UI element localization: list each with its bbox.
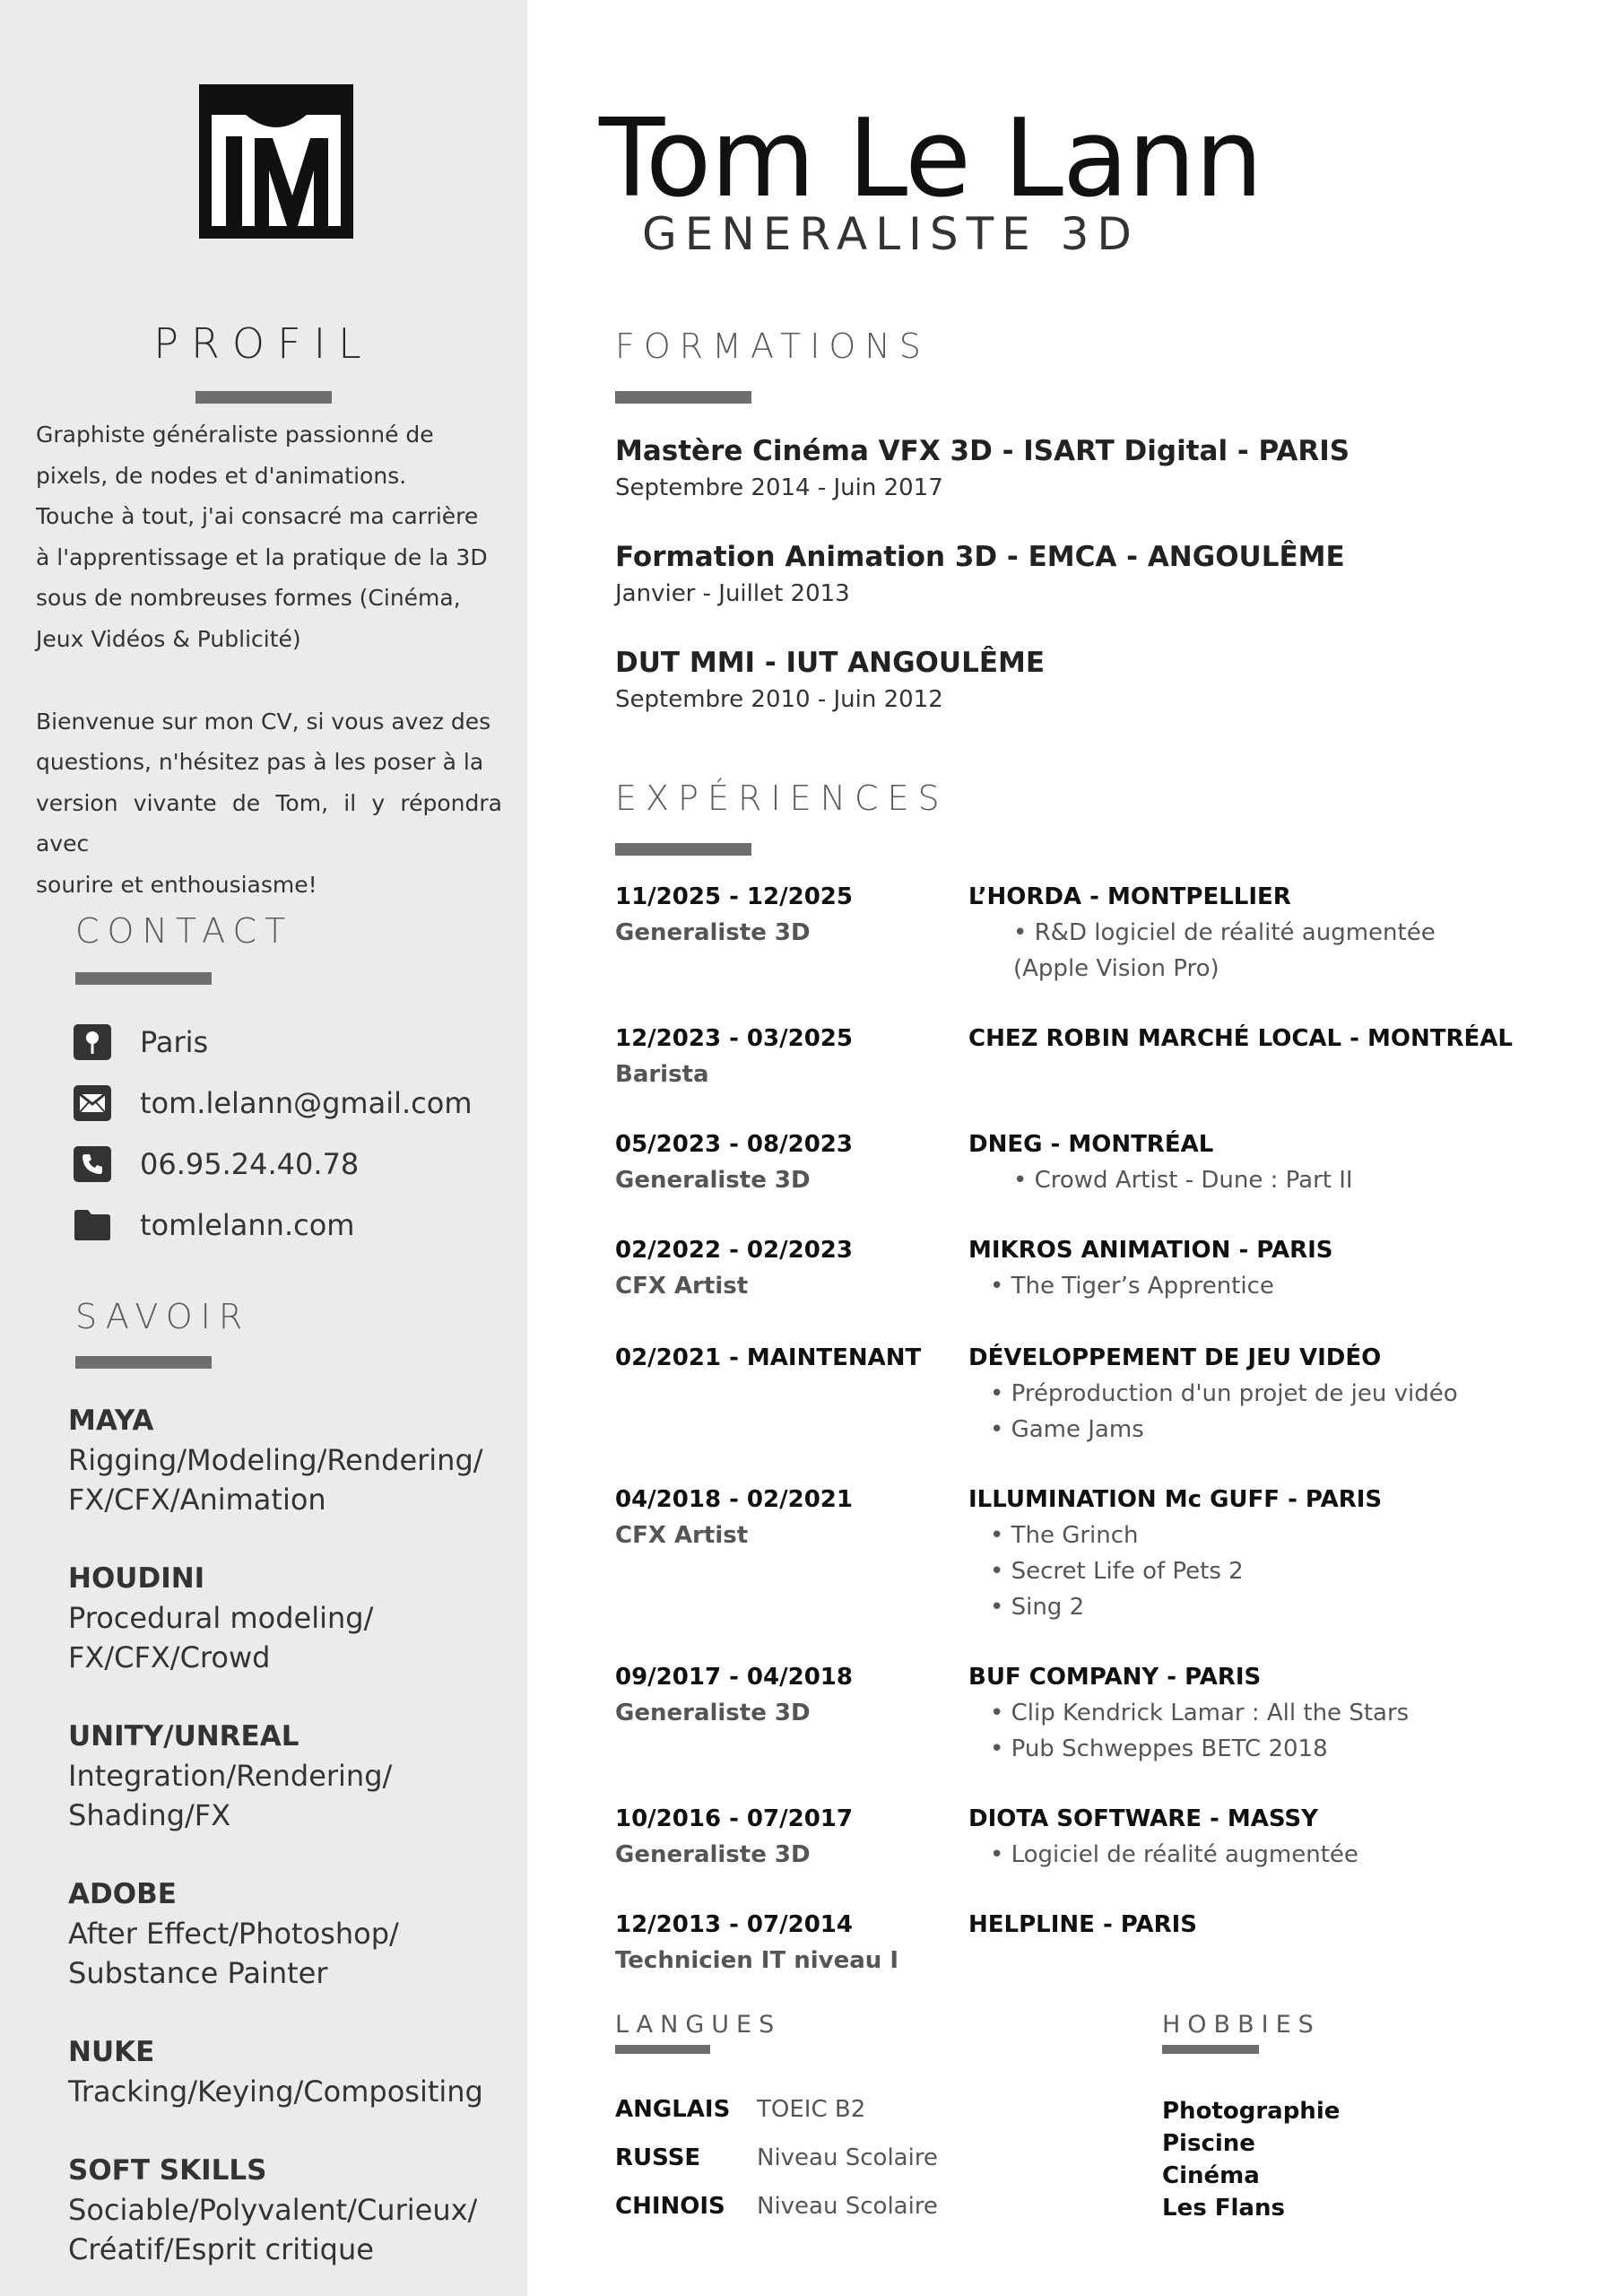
skill-name: NUKE [68,2036,155,2068]
exp-date: 09/2017 - 04/2018 [615,1664,853,1691]
exp-role: Generaliste 3D [615,919,811,946]
exp-role: Generaliste 3D [615,1167,811,1194]
exp-bullet: • Clip Kendrick Lamar : All the Stars [990,1700,1410,1726]
exp-bullet: • The Tiger’s Apprentice [990,1273,1274,1300]
skill-desc: FX/CFX/Animation [68,1483,326,1517]
skill-desc: Procedural modeling/ [68,1601,374,1635]
exp-company: HELPLINE - PARIS [968,1911,1198,1938]
skill-desc: Shading/FX [68,1798,231,1832]
profil-text [36,414,502,906]
formation-date: Septembre 2014 - Juin 2017 [615,474,943,501]
skill-desc: Tracking/Keying/Compositing [68,2074,483,2109]
exp-company: BUF COMPANY - PARIS [968,1664,1262,1691]
profil-line: Bienvenue sur mon CV, si vous avez des [36,708,491,735]
lang-name: ANGLAIS [615,2096,731,2123]
exp-bullet: • Préproduction d'un projet de jeu vidéo [990,1380,1458,1407]
formations-underline [615,391,751,404]
skill-desc: Substance Painter [68,1956,328,1990]
tm-logo [199,84,353,239]
exp-bullet: • Pub Schweppes BETC 2018 [990,1735,1328,1762]
formation-item [615,644,1601,718]
exp-bullet: • Logiciel de réalité augmentée [990,1841,1358,1868]
skill-desc: FX/CFX/Crowd [68,1640,271,1674]
contact-email-text[interactable]: tom.lelann@gmail.com [140,1086,473,1120]
hobbies-underline [1162,2045,1259,2054]
profil-line: sourire et enthousiasme! [36,871,317,898]
lang-level: TOEIC B2 [757,2096,866,2123]
contact-email[interactable] [74,1085,473,1121]
formation-item [615,432,1601,506]
exp-bullet: • The Grinch [990,1522,1139,1549]
location-pin-icon [74,1024,111,1060]
skill-desc: After Effect/Photoshop/ [68,1917,399,1951]
exp-role: Barista [615,1061,709,1088]
savoir-heading: SAVOIR [75,1297,251,1336]
exp-company: L’HORDA - MONTPELLIER [968,883,1291,910]
profil-line: version vivante de Tom, il y répondra avec [36,789,502,857]
skill-adobe [68,1874,516,1993]
exp-company: MIKROS ANIMATION - PARIS [968,1237,1333,1264]
skill-desc: Créatif/Esprit critique [68,2232,374,2266]
lang-name: CHINOIS [615,2193,725,2220]
phone-icon [74,1146,111,1182]
exp-date: 05/2023 - 08/2023 [615,1131,853,1158]
exp-date: 02/2022 - 02/2023 [615,1237,853,1264]
skill-name: ADOBE [68,1878,177,1910]
contact-heading: CONTACT [75,911,294,951]
exp-bullet: (Apple Vision Pro) [1013,955,1219,982]
skill-desc: Sociable/Polyvalent/Curieux/ [68,2193,478,2227]
langues-underline [615,2045,710,2054]
profil-line: pixels, de nodes et d'animations. [36,462,407,489]
savoir-underline [75,1356,212,1369]
exp-company: DNEG - MONTRÉAL [968,1131,1214,1158]
folder-icon [74,1207,111,1243]
profil-line: Touche à tout, j'ai consacré ma carrière [36,503,479,530]
formation-title: Mastère Cinéma VFX 3D - ISART Digital - PARIS [615,435,1350,467]
profil-line: Graphiste généraliste passionné de [36,422,434,448]
langues-heading: LANGUES [615,2011,782,2039]
exp-date: 02/2021 - MAINTENANT [615,1344,922,1371]
exp-role: Technicien IT niveau I [615,1947,899,1974]
job-title: GENERALISTE 3D [642,208,1140,260]
contact-underline [75,972,212,985]
skill-maya [68,1401,516,1519]
sidebar [0,0,527,2296]
skill-desc: Integration/Rendering/ [68,1759,393,1793]
skill-houdini [68,1559,516,1677]
exp-company: CHEZ ROBIN MARCHÉ LOCAL - MONTRÉAL [968,1025,1513,1052]
formation-title: Formation Animation 3D - EMCA - ANGOULÊME [615,541,1345,573]
exp-company: DIOTA SOFTWARE - MASSY [968,1805,1318,1832]
formation-item [615,538,1601,612]
contact-phone-text[interactable]: 06.95.24.40.78 [140,1147,360,1181]
skill-nuke [68,2032,516,2111]
skill-unity-unreal [68,1717,516,1835]
exp-role: Generaliste 3D [615,1700,811,1726]
contact-location-text: Paris [140,1025,209,1059]
skill-name: HOUDINI [68,1562,205,1595]
hobby-item: Cinéma [1162,2162,1260,2189]
profil-heading: PROFIL [153,319,374,368]
exp-date: 11/2025 - 12/2025 [615,883,853,910]
profil-line: questions, n'hésitez pas à les poser à la [36,749,484,776]
profil-line: Jeux Vidéos & Publicité) [36,625,301,652]
hobby-item: Piscine [1162,2130,1255,2157]
contact-website[interactable] [74,1207,354,1243]
hobbies-heading: HOBBIES [1162,2011,1321,2039]
exp-role: Generaliste 3D [615,1841,811,1868]
skill-name: UNITY/UNREAL [68,1720,299,1752]
exp-bullet: • Game Jams [990,1416,1144,1443]
hobby-item: Les Flans [1162,2195,1285,2222]
mail-icon [74,1085,111,1121]
formation-date: Septembre 2010 - Juin 2012 [615,686,943,713]
profil-line: sous de nombreuses formes (Cinéma, [36,585,461,612]
contact-location [74,1024,208,1060]
contact-website-text[interactable]: tomlelann.com [140,1208,355,1242]
exp-company: ILLUMINATION Mc GUFF - PARIS [968,1486,1383,1513]
formation-date: Janvier - Juillet 2013 [615,580,850,607]
exp-date: 04/2018 - 02/2021 [615,1486,853,1513]
exp-date: 12/2013 - 07/2014 [615,1911,853,1938]
exp-date: 10/2016 - 07/2017 [615,1805,853,1832]
exp-bullet: • Crowd Artist - Dune : Part II [1013,1167,1353,1194]
person-name: Tom Le Lann [599,97,1263,222]
lang-level: Niveau Scolaire [757,2144,938,2171]
lang-name: RUSSE [615,2144,701,2171]
exp-bullet: • Sing 2 [990,1594,1085,1621]
exp-bullet: • R&D logiciel de réalité augmentée [1013,919,1436,946]
exp-bullet: • Secret Life of Pets 2 [990,1558,1244,1585]
profil-line: à l'apprentissage et la pratique de la 3D [36,544,488,570]
experiences-heading: EXPÉRIENCES [615,778,949,818]
skill-desc: Rigging/Modeling/Rendering/ [68,1443,483,1477]
skill-soft-skills [68,2151,516,2269]
skill-name: SOFT SKILLS [68,2154,267,2187]
exp-date: 12/2023 - 03/2025 [615,1025,853,1052]
profil-underline [195,391,332,404]
hobby-item: Photographie [1162,2098,1341,2125]
exp-role: CFX Artist [615,1522,749,1549]
contact-phone[interactable] [74,1146,359,1182]
experiences-underline [615,843,751,856]
formation-title: DUT MMI - IUT ANGOULÊME [615,647,1046,679]
lang-level: Niveau Scolaire [757,2193,938,2220]
formations-heading: FORMATIONS [615,326,930,366]
exp-role: CFX Artist [615,1273,749,1300]
skill-name: MAYA [68,1405,154,1437]
exp-company: DÉVELOPPEMENT DE JEU VIDÉO [968,1344,1382,1371]
